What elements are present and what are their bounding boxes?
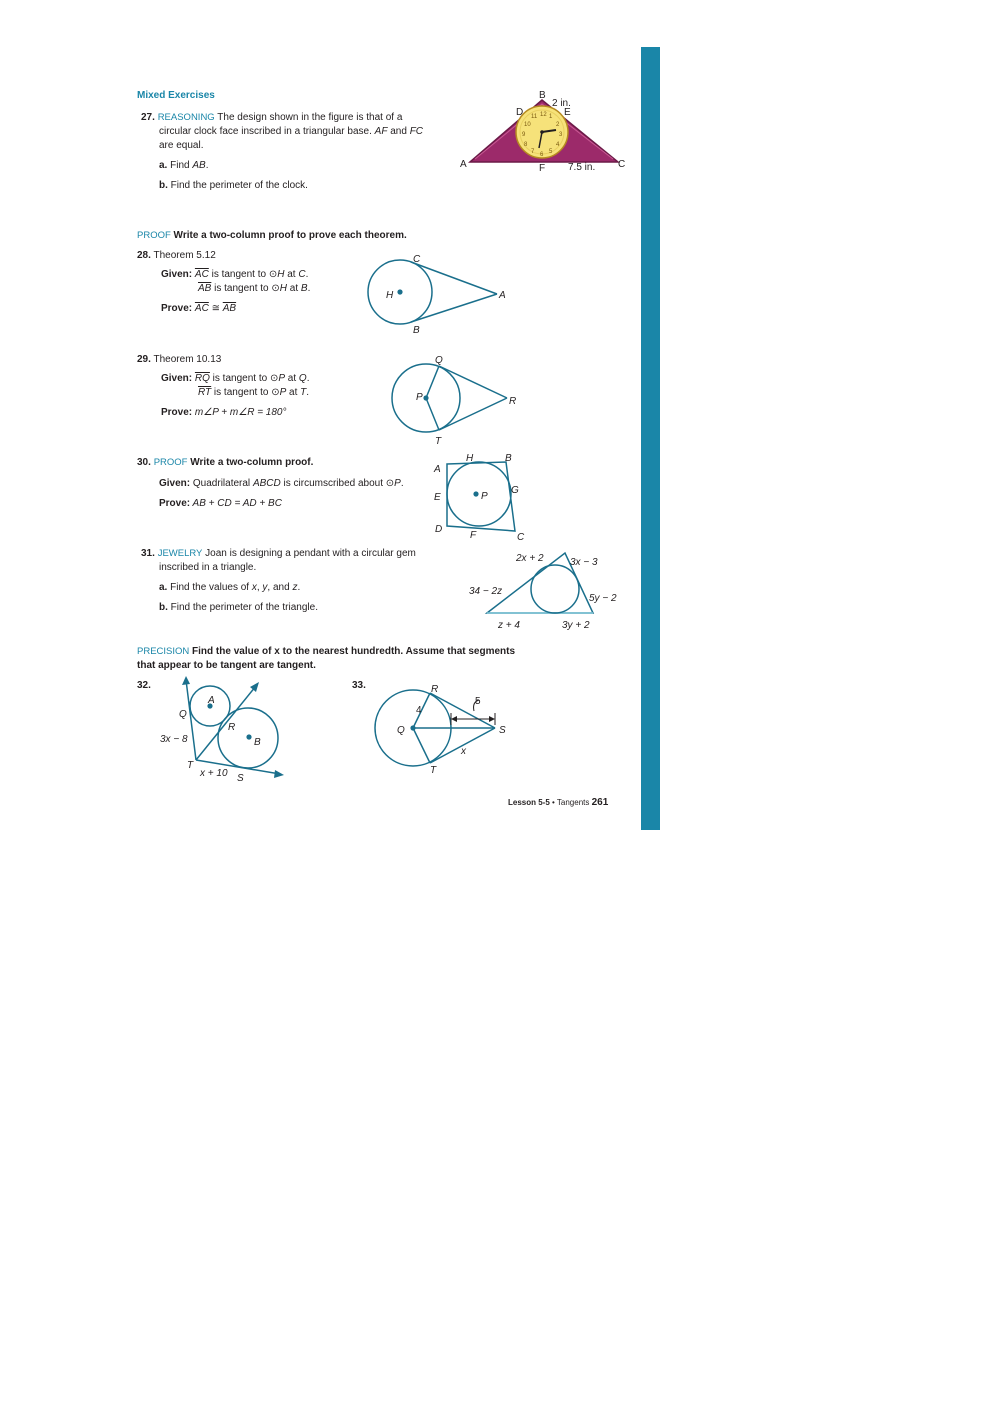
- svg-text:R: R: [228, 722, 236, 733]
- exercise-29-given2: $\overline{RT}$ is tangent to ⊙P at T.: [198, 387, 310, 398]
- svg-text:G: G: [511, 485, 519, 496]
- exercise-32-number: 32.: [137, 680, 151, 691]
- proof-instructions: PROOF Write a two-column proof to prove each theorem.: [137, 230, 407, 241]
- precision-instructions-1: PRECISION Find the value of x to the nearest hundredth. Assume that segments: [137, 646, 516, 657]
- svg-text:A: A: [460, 159, 467, 170]
- svg-text:T: T: [430, 765, 437, 776]
- svg-text:3x − 8: 3x − 8: [160, 734, 188, 745]
- svg-text:x: x: [461, 746, 466, 757]
- side-color-band: [641, 47, 660, 830]
- exercise-28-prove: Prove: $\overline{AC}$ ≅ $\overline{AB}$: [161, 303, 237, 314]
- exercise-28-given1: Given: $\overline{AC}$ is tangent to ⊙H at C.: [161, 269, 309, 280]
- svg-text:D: D: [435, 524, 443, 535]
- svg-text:A: A: [499, 290, 506, 301]
- exercise-30-title: 30. PROOF Write a two-column proof.: [137, 457, 314, 468]
- svg-text:R: R: [509, 396, 517, 407]
- svg-text:C: C: [517, 532, 525, 543]
- exercise-31-line2: inscribed in a triangle.: [159, 562, 257, 573]
- svg-text:x + 10: x + 10: [200, 768, 228, 779]
- page-footer: Lesson 5-5 • Tangents 261: [508, 797, 609, 808]
- exercise-31a: a. Find the values of x, y, and z.: [159, 582, 301, 593]
- svg-text:1: 1: [549, 114, 553, 120]
- exercise-27a: a. Find AB.: [159, 160, 209, 171]
- svg-text:B: B: [254, 737, 261, 748]
- clock-triangle-figure: [455, 86, 635, 176]
- svg-text:R: R: [431, 684, 439, 695]
- svg-text:E: E: [434, 492, 441, 503]
- svg-text:H: H: [386, 290, 394, 301]
- svg-text:7.5 in.: 7.5 in.: [568, 162, 596, 173]
- svg-text:Q: Q: [397, 725, 405, 736]
- svg-text:4: 4: [416, 705, 422, 716]
- svg-text:9: 9: [522, 132, 526, 138]
- exercise-31-line1: 31. JEWELRY Joan is designing a pendant with a circular gem: [141, 548, 416, 559]
- circle-p-tangent-figure: [385, 350, 525, 450]
- exercise-27-line2: circular clock face inscribed in a triangular base. AF and FC: [159, 126, 424, 137]
- svg-text:C: C: [413, 254, 421, 265]
- svg-text:2: 2: [556, 122, 560, 128]
- svg-text:7: 7: [531, 149, 535, 155]
- exercise-31b: b. Find the perimeter of the triangle.: [159, 602, 318, 613]
- svg-text:S: S: [237, 773, 244, 784]
- precision-instructions-2: that appear to be tangent are tangent.: [137, 660, 316, 671]
- svg-text:5: 5: [475, 696, 481, 707]
- svg-text:12: 12: [540, 112, 547, 118]
- svg-text:3x − 3: 3x − 3: [570, 557, 598, 568]
- svg-text:T: T: [187, 760, 194, 771]
- svg-text:3: 3: [559, 132, 563, 138]
- svg-text:F: F: [470, 530, 477, 541]
- svg-text:P: P: [416, 392, 423, 403]
- section-heading: Mixed Exercises: [137, 90, 215, 101]
- exercise-28-given2: $\overline{AB}$ is tangent to ⊙H at B.: [198, 283, 311, 294]
- two-circles-tangent-figure: [150, 672, 300, 787]
- svg-text:3y + 2: 3y + 2: [562, 620, 590, 631]
- exercise-27-line3: are equal.: [159, 140, 204, 151]
- exercise-29-given1: Given: $\overline{RQ}$ is tangent to ⊙P at Q.: [161, 373, 310, 384]
- svg-text:B: B: [539, 90, 546, 101]
- exercise-33-number: 33.: [352, 680, 366, 691]
- svg-text:2 in.: 2 in.: [552, 98, 571, 109]
- svg-text:4: 4: [556, 142, 560, 148]
- svg-text:A: A: [208, 695, 215, 706]
- svg-text:34 − 2z: 34 − 2z: [469, 586, 503, 597]
- exercise-28-title: 28. Theorem 5.12: [137, 250, 216, 261]
- svg-text:P: P: [481, 491, 488, 502]
- exercise-29-prove: Prove: m∠P + m∠R = 180°: [161, 407, 287, 418]
- svg-text:Q: Q: [179, 709, 187, 720]
- svg-text:D: D: [516, 107, 524, 118]
- svg-text:10: 10: [524, 122, 531, 128]
- exercise-29-title: 29. Theorem 10.13: [137, 354, 222, 365]
- svg-text:A: A: [434, 464, 441, 475]
- triangle-gem-figure: [465, 545, 635, 635]
- svg-text:6: 6: [540, 152, 544, 158]
- circle-h-tangent-figure: [360, 250, 520, 340]
- svg-text:B: B: [413, 325, 420, 336]
- svg-text:Q: Q: [435, 355, 443, 366]
- svg-text:5: 5: [549, 149, 553, 155]
- exercise-30-given: Given: Quadrilateral ABCD is circumscribed about ⊙P.: [159, 478, 404, 489]
- quadrilateral-circle-figure: [428, 448, 538, 544]
- svg-text:5y − 2: 5y − 2: [589, 593, 617, 604]
- svg-text:z + 4: z + 4: [498, 620, 520, 631]
- svg-text:11: 11: [531, 114, 538, 120]
- svg-text:2x + 2: 2x + 2: [516, 553, 544, 564]
- svg-text:S: S: [499, 725, 506, 736]
- svg-text:C: C: [618, 159, 626, 170]
- svg-text:T: T: [435, 436, 442, 447]
- exercise-27-line1: 27. REASONING The design shown in the figure is that of a: [141, 112, 403, 123]
- svg-text:E: E: [564, 107, 571, 118]
- exercise-30-prove: Prove: AB + CD = AD + BC: [159, 498, 282, 509]
- svg-text:H: H: [466, 453, 474, 464]
- exercise-27b: b. Find the perimeter of the clock.: [159, 180, 308, 191]
- svg-text:8: 8: [524, 142, 528, 148]
- circle-q-tangents-figure: [368, 680, 528, 780]
- svg-text:F: F: [539, 163, 546, 174]
- svg-text:B: B: [505, 453, 512, 464]
